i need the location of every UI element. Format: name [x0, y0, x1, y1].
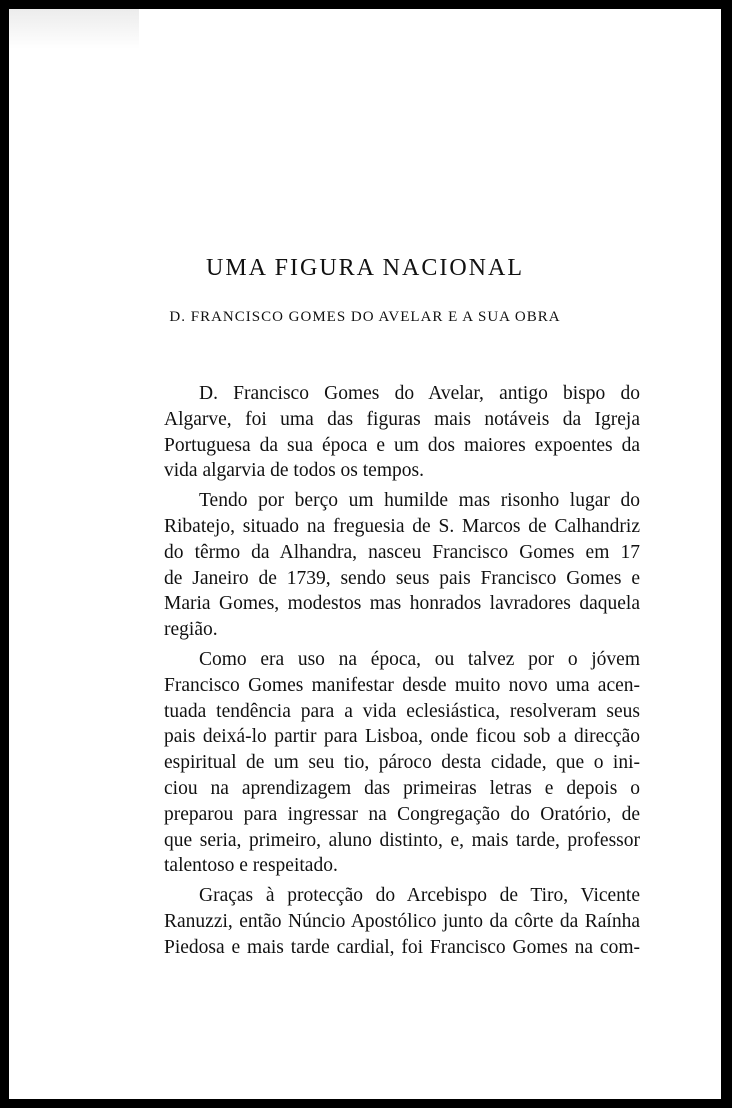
- text-line: Portuguesa da sua época e um dos maiores expoentes da: [164, 434, 640, 456]
- text-line: Francisco Gomes manifestar desde muito novo uma acen-: [164, 674, 640, 696]
- document-page: [9, 9, 721, 1099]
- paragraph: [164, 381, 640, 484]
- text-line: tuada tendência para a vida eclesiástica, resolveram seus: [164, 700, 640, 722]
- text-line: Piedosa e mais tarde cardial, foi Francisco Gomes na com-: [164, 936, 640, 958]
- text-line: Tendo por berço um humilde mas risonho lugar do: [199, 490, 640, 512]
- text-line: talentoso e respeitado.: [164, 855, 338, 877]
- text-line: ciou na aprendizagem das primeiras letras e depois o: [164, 777, 640, 799]
- page-subtitle: D. FRANCISCO GOMES DO AVELAR E A SUA OBRA: [169, 309, 561, 325]
- text-line: região.: [164, 619, 218, 641]
- text-line: que seria, primeiro, aluno distinto, e, mais tarde, professor: [164, 829, 640, 851]
- text-line: vida algarvia de todos os tempos.: [164, 460, 424, 482]
- page-title: UMA FIGURA NACIONAL: [205, 255, 525, 281]
- paragraph: [164, 488, 640, 643]
- text-line: Ranuzzi, então Núncio Apostólico junto da côrte da Raínha: [164, 910, 640, 932]
- text-line: Maria Gomes, modestos mas honrados lavradores daquela: [164, 593, 640, 615]
- text-line: Algarve, foi uma das figuras mais notáveis da Igreja: [164, 408, 640, 430]
- text-line: Ribatejo, situado na freguesia de S. Marcos de Calhandriz: [164, 515, 640, 537]
- scan-smudge: [9, 9, 139, 49]
- paragraph: [164, 647, 640, 879]
- text-line: Como era uso na época, ou talvez por o jóvem: [199, 648, 640, 670]
- text-line: preparou para ingressar na Congregação do Oratório, de: [164, 803, 640, 825]
- text-line: do têrmo da Alhandra, nasceu Francisco Gomes em 17: [164, 541, 640, 563]
- text-line: espiritual de um seu tio, pároco desta cidade, que o ini-: [164, 752, 640, 774]
- paragraph: [164, 883, 640, 960]
- text-line: pais deixá-lo partir para Lisboa, onde ficou sob a direcção: [164, 726, 640, 748]
- text-line: D. Francisco Gomes do Avelar, antigo bispo do: [199, 383, 640, 404]
- text-line: Graças à protecção do Arcebispo de Tiro, Vicente: [199, 885, 640, 907]
- body-text: [164, 381, 640, 965]
- text-line: de Janeiro de 1739, sendo seus pais Francisco Gomes e: [164, 567, 640, 589]
